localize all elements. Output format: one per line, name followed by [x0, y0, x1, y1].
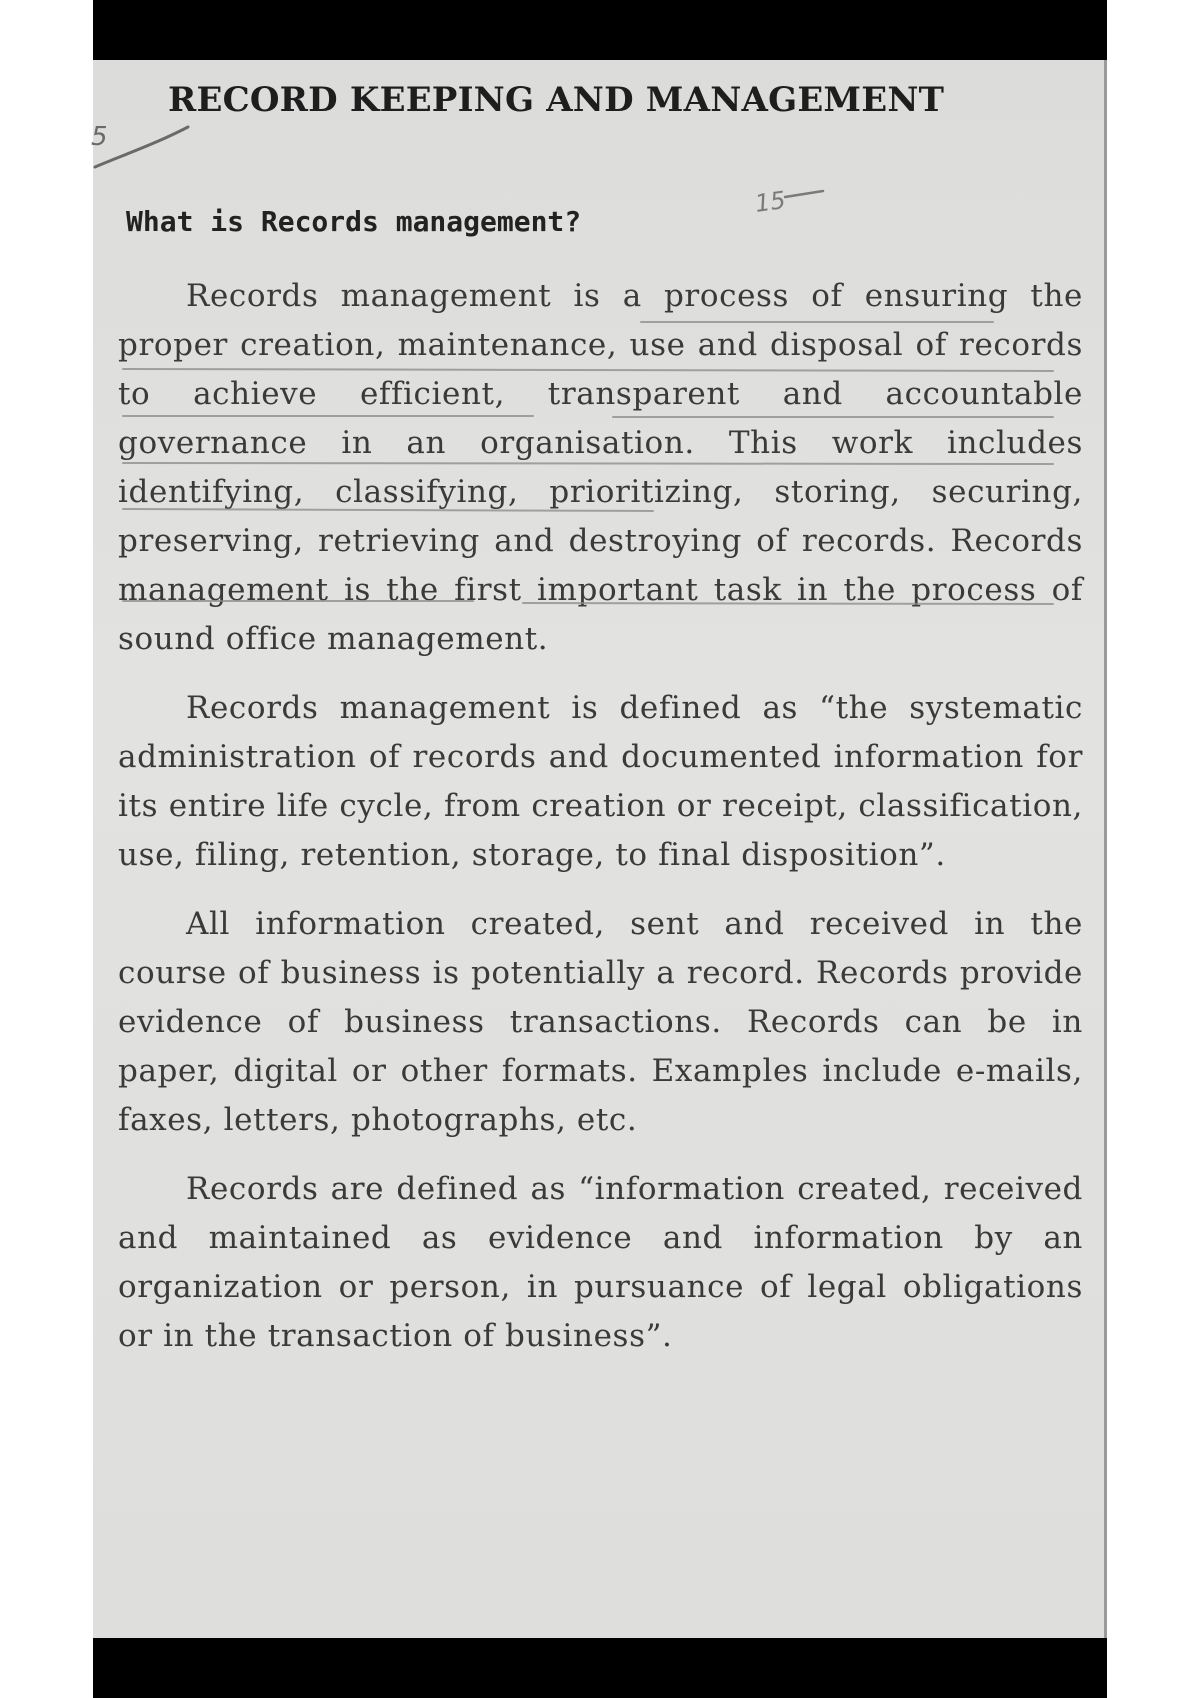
handwritten-note-dash — [783, 185, 833, 205]
paragraph-3: All information created, sent and received in the course of business is potentially a record. Records provide evidence of business transactions. Records can be in paper, digital or other formats. Examples include e-mails, faxes, letters, photographs, etc. — [118, 906, 1083, 1138]
bottom-black-bar — [93, 1638, 1107, 1698]
paragraph-1: Records management is a process of ensuring the proper creation, maintenance, use and disposal of records to achieve efficient, transparent and accountable governance in an organisation. This work includes identifying, classifying, prioritizing, storing, securing, preserving, retrieving and destroying of records. Records management is the first important task in the process of sound office management. — [118, 278, 1083, 657]
margin-number-5: 5 — [91, 122, 108, 152]
handwritten-note-15: 15 — [753, 186, 788, 218]
top-black-bar — [93, 0, 1107, 60]
body-text — [118, 272, 1083, 1381]
page-title: RECORD KEEPING AND MANAGEMENT — [168, 80, 945, 120]
paragraph-2: Records management is defined as “the systematic administration of records and documented information for its entire life cycle, from creation or receipt, classification, use, filing, retention, storage, to final disposition”. — [118, 690, 1083, 873]
paragraph-4: Records are defined as “information created, received and maintained as evidence and information by an organization or person, in pursuance of legal obligations or in the transaction of business”. — [118, 1171, 1083, 1354]
section-heading: What is Records management? — [126, 205, 582, 238]
book-page — [93, 60, 1107, 1638]
page-edge — [1104, 60, 1107, 1638]
